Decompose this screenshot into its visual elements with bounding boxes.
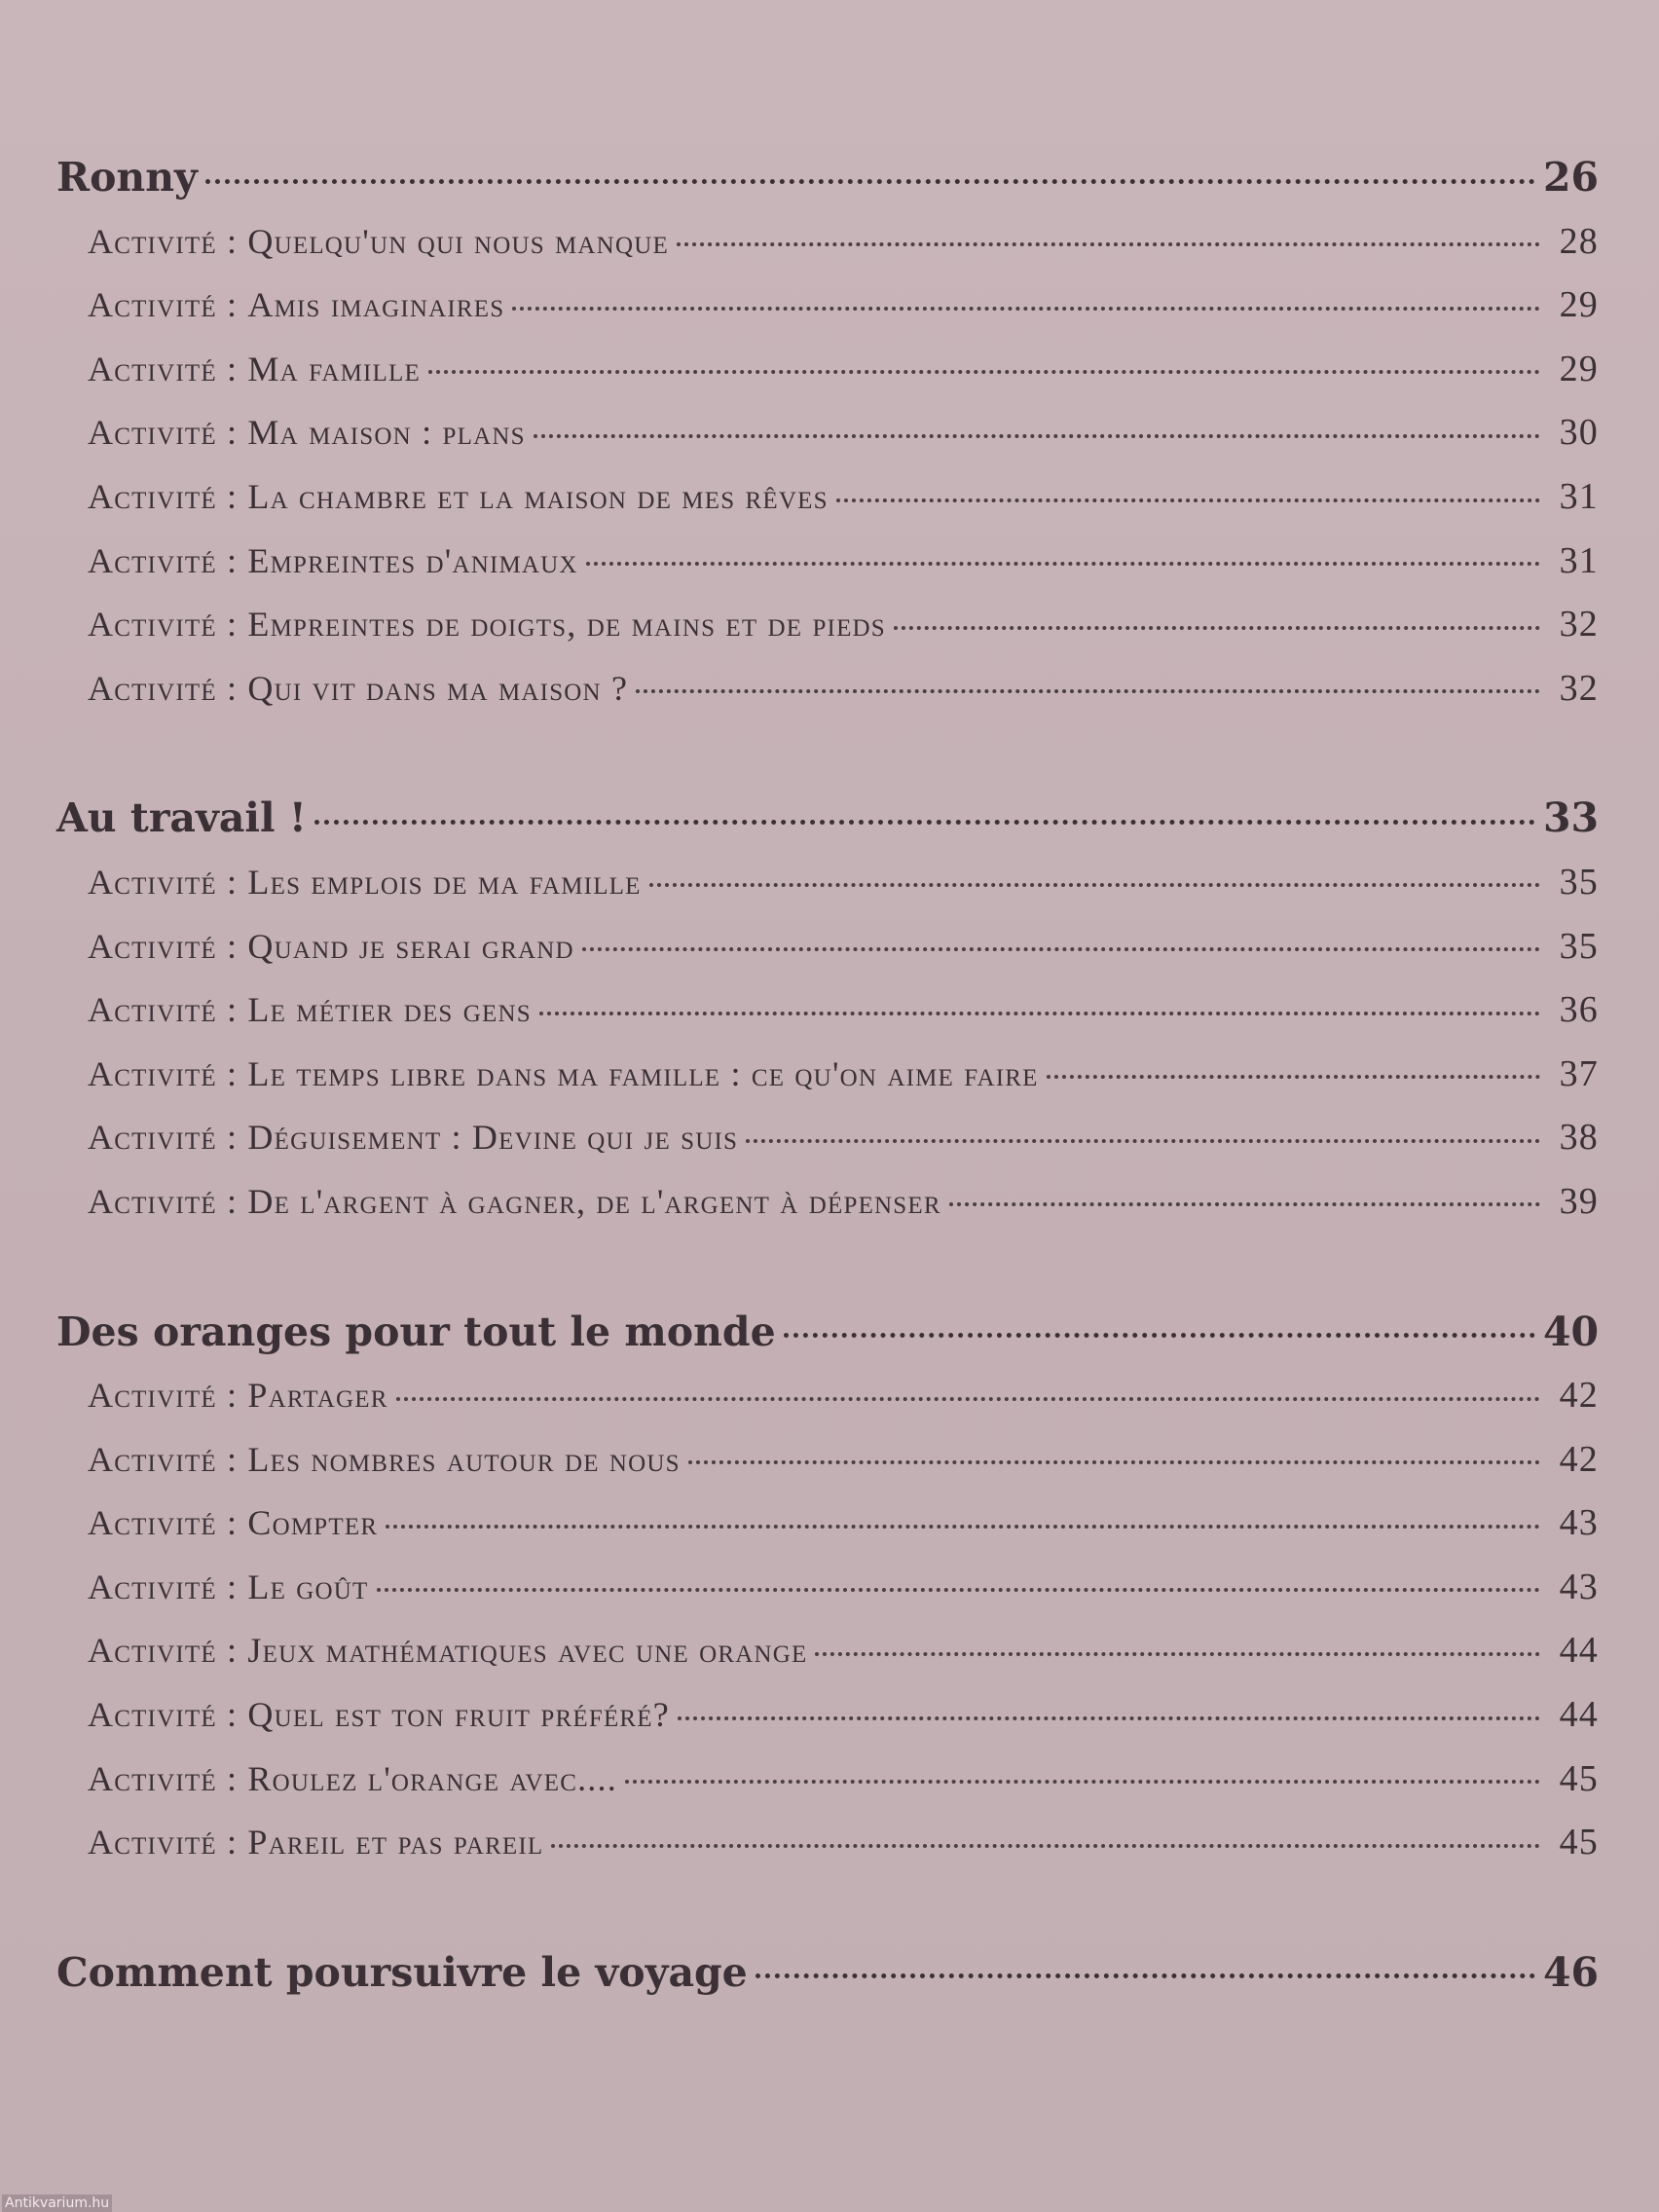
- entry-page-number: 37: [1559, 1052, 1599, 1094]
- toc-entry: [49, 1492, 1606, 1556]
- dot-leader: [677, 218, 1540, 253]
- toc-entry: [49, 1556, 1606, 1620]
- toc-entry: [49, 915, 1606, 979]
- dot-leader: [428, 346, 1540, 381]
- dot-leader: [815, 1627, 1540, 1662]
- entry-title: Empreintes de doigts, de mains et de pieds: [247, 605, 886, 645]
- entry-title: Le métier des gens: [247, 990, 532, 1030]
- entry-label: Activité: [88, 1695, 217, 1735]
- label-separator: :: [216, 1439, 248, 1479]
- dot-leader: [784, 1306, 1535, 1346]
- entry-label: Activité: [88, 221, 217, 261]
- entry-page-number: 35: [1559, 861, 1599, 903]
- entry-page-number: 44: [1559, 1630, 1599, 1672]
- entry-label: Activité: [88, 349, 217, 388]
- toc-entry: [49, 401, 1606, 465]
- dot-leader: [586, 537, 1540, 572]
- entry-title: Quel est ton fruit préféré?: [247, 1695, 670, 1735]
- dot-leader: [949, 1178, 1540, 1213]
- label-separator: :: [216, 1118, 248, 1158]
- dot-leader: [386, 1499, 1540, 1534]
- dot-leader: [636, 665, 1540, 700]
- label-separator: :: [216, 1695, 248, 1735]
- entry-title: Roulez l'orange avec....: [247, 1758, 617, 1798]
- label-separator: :: [216, 349, 248, 388]
- dot-leader: [836, 473, 1540, 508]
- watermark: Antikvarium.hu: [2, 2194, 112, 2212]
- label-separator: :: [216, 1181, 248, 1221]
- label-separator: :: [216, 1503, 248, 1543]
- toc-entry: [49, 1043, 1606, 1107]
- toc-entry: [49, 1364, 1606, 1428]
- entry-page-number: 42: [1559, 1375, 1599, 1417]
- section-heading: [49, 1301, 1606, 1365]
- entry-label: Activité: [88, 540, 217, 580]
- dot-leader: [551, 1819, 1540, 1854]
- section-heading: [49, 787, 1606, 851]
- dot-leader: [1047, 1051, 1540, 1086]
- toc-entry: [49, 1683, 1606, 1748]
- entry-page-number: 30: [1559, 412, 1599, 454]
- section-title: Au travail !: [56, 794, 307, 842]
- label-separator: :: [216, 926, 248, 966]
- label-separator: :: [216, 1376, 248, 1416]
- entry-page-number: 43: [1559, 1566, 1599, 1607]
- label-separator: :: [216, 1823, 248, 1862]
- entry-label: Activité: [88, 476, 217, 516]
- entry-title: Quelqu'un qui nous manque: [247, 221, 669, 261]
- entry-label: Activité: [88, 1503, 217, 1543]
- entry-page-number: 32: [1559, 667, 1599, 709]
- toc-section: [49, 146, 1606, 720]
- toc-section: [49, 1941, 1606, 2006]
- section-heading: [49, 1941, 1606, 2006]
- toc-entry: [49, 1619, 1606, 1683]
- entry-label: Activité: [88, 1823, 217, 1862]
- label-separator: :: [216, 990, 248, 1030]
- table-of-contents: [49, 146, 1606, 2071]
- entry-label: Activité: [88, 1376, 217, 1416]
- toc-entry: [49, 465, 1606, 530]
- entry-title: Les nombres autour de nous: [247, 1439, 681, 1479]
- entry-page-number: 29: [1559, 284, 1599, 326]
- toc-entry: [49, 1170, 1606, 1235]
- label-separator: :: [216, 1053, 248, 1093]
- dot-leader: [396, 1372, 1540, 1407]
- entry-title: Ma famille: [247, 349, 421, 388]
- dot-leader: [512, 281, 1540, 316]
- dot-leader: [377, 1564, 1540, 1599]
- toc-entry: [49, 1748, 1606, 1812]
- entry-page-number: 44: [1559, 1694, 1599, 1736]
- entry-label: Activité: [88, 605, 217, 645]
- section-page-number: 26: [1542, 154, 1599, 201]
- toc-entry: [49, 1106, 1606, 1170]
- toc-entry: [49, 338, 1606, 402]
- entry-title: Empreintes d'animaux: [247, 540, 578, 580]
- entry-label: Activité: [88, 668, 217, 708]
- entry-title: Pareil et pas pareil: [247, 1823, 544, 1862]
- toc-entry: [49, 593, 1606, 657]
- dot-leader: [534, 409, 1540, 444]
- entry-page-number: 45: [1559, 1757, 1599, 1799]
- label-separator: :: [216, 413, 248, 453]
- entry-label: Activité: [88, 1758, 217, 1798]
- entry-page-number: 42: [1559, 1438, 1599, 1480]
- entry-label: Activité: [88, 1567, 217, 1606]
- dot-leader: [688, 1436, 1540, 1471]
- entry-page-number: 32: [1559, 604, 1599, 645]
- entry-title: Qui vit dans ma maison ?: [247, 668, 629, 708]
- entry-page-number: 43: [1559, 1502, 1599, 1544]
- entry-title: La chambre et la maison de mes rêves: [247, 476, 829, 516]
- dot-leader: [205, 151, 1535, 191]
- entry-title: Partager: [247, 1376, 388, 1416]
- dot-leader: [539, 986, 1540, 1021]
- entry-title: Le temps libre dans ma famille : ce qu'on aime faire: [247, 1053, 1039, 1093]
- toc-entry: [49, 851, 1606, 915]
- dot-leader: [314, 792, 1535, 831]
- toc-entry: [49, 978, 1606, 1043]
- section-heading: [49, 146, 1606, 210]
- entry-page-number: 31: [1559, 475, 1599, 517]
- entry-label: Activité: [88, 1631, 217, 1671]
- entry-title: Compter: [247, 1503, 379, 1543]
- section-page-number: 46: [1542, 1948, 1599, 1996]
- entry-label: Activité: [88, 1181, 217, 1221]
- section-page-number: 40: [1542, 1308, 1599, 1355]
- section-title: Comment poursuivre le voyage: [56, 1948, 748, 1996]
- toc-section: [49, 787, 1606, 1234]
- entry-page-number: 38: [1559, 1117, 1599, 1159]
- entry-label: Activité: [88, 1439, 217, 1479]
- entry-title: Les emplois de ma famille: [247, 862, 642, 902]
- entry-label: Activité: [88, 413, 217, 453]
- section-title: Des oranges pour tout le monde: [56, 1308, 776, 1355]
- toc-section: [49, 1301, 1606, 1875]
- toc-entry: [49, 657, 1606, 721]
- entry-page-number: 31: [1559, 539, 1599, 581]
- toc-entry: [49, 1811, 1606, 1875]
- entry-page-number: 28: [1559, 220, 1599, 262]
- toc-entry: [49, 1428, 1606, 1493]
- entry-title: Amis imaginaires: [247, 285, 505, 325]
- entry-page-number: 29: [1559, 348, 1599, 389]
- entry-page-number: 39: [1559, 1180, 1599, 1222]
- entry-title: Ma maison : plans: [247, 413, 526, 453]
- toc-entry: [49, 210, 1606, 275]
- toc-entry: [49, 530, 1606, 594]
- entry-title: Quand je serai grand: [247, 926, 574, 966]
- label-separator: :: [216, 605, 248, 645]
- label-separator: :: [216, 862, 248, 902]
- entry-title: Le goût: [247, 1567, 369, 1606]
- label-separator: :: [216, 668, 248, 708]
- entry-title: Jeux mathématiques avec une orange: [247, 1631, 808, 1671]
- dot-leader: [756, 1946, 1535, 1986]
- label-separator: :: [216, 540, 248, 580]
- entry-label: Activité: [88, 1118, 217, 1158]
- label-separator: :: [216, 1631, 248, 1671]
- dot-leader: [894, 601, 1540, 636]
- label-separator: :: [216, 221, 248, 261]
- entry-label: Activité: [88, 926, 217, 966]
- entry-title: De l'argent à gagner, de l'argent à dépenser: [247, 1181, 941, 1221]
- entry-label: Activité: [88, 1053, 217, 1093]
- section-title: Ronny: [56, 154, 198, 201]
- entry-page-number: 36: [1559, 989, 1599, 1031]
- entry-page-number: 45: [1559, 1822, 1599, 1863]
- label-separator: :: [216, 1758, 248, 1798]
- dot-leader: [649, 859, 1540, 894]
- section-page-number: 33: [1542, 794, 1599, 842]
- label-separator: :: [216, 285, 248, 325]
- dot-leader: [582, 923, 1540, 958]
- entry-label: Activité: [88, 862, 217, 902]
- entry-label: Activité: [88, 285, 217, 325]
- dot-leader: [625, 1755, 1540, 1790]
- dot-leader: [678, 1691, 1540, 1726]
- dot-leader: [746, 1114, 1540, 1149]
- entry-title: Déguisement : Devine qui je suis: [247, 1118, 739, 1158]
- entry-page-number: 35: [1559, 925, 1599, 967]
- label-separator: :: [216, 1567, 248, 1606]
- toc-entry: [49, 274, 1606, 338]
- entry-label: Activité: [88, 990, 217, 1030]
- label-separator: :: [216, 476, 248, 516]
